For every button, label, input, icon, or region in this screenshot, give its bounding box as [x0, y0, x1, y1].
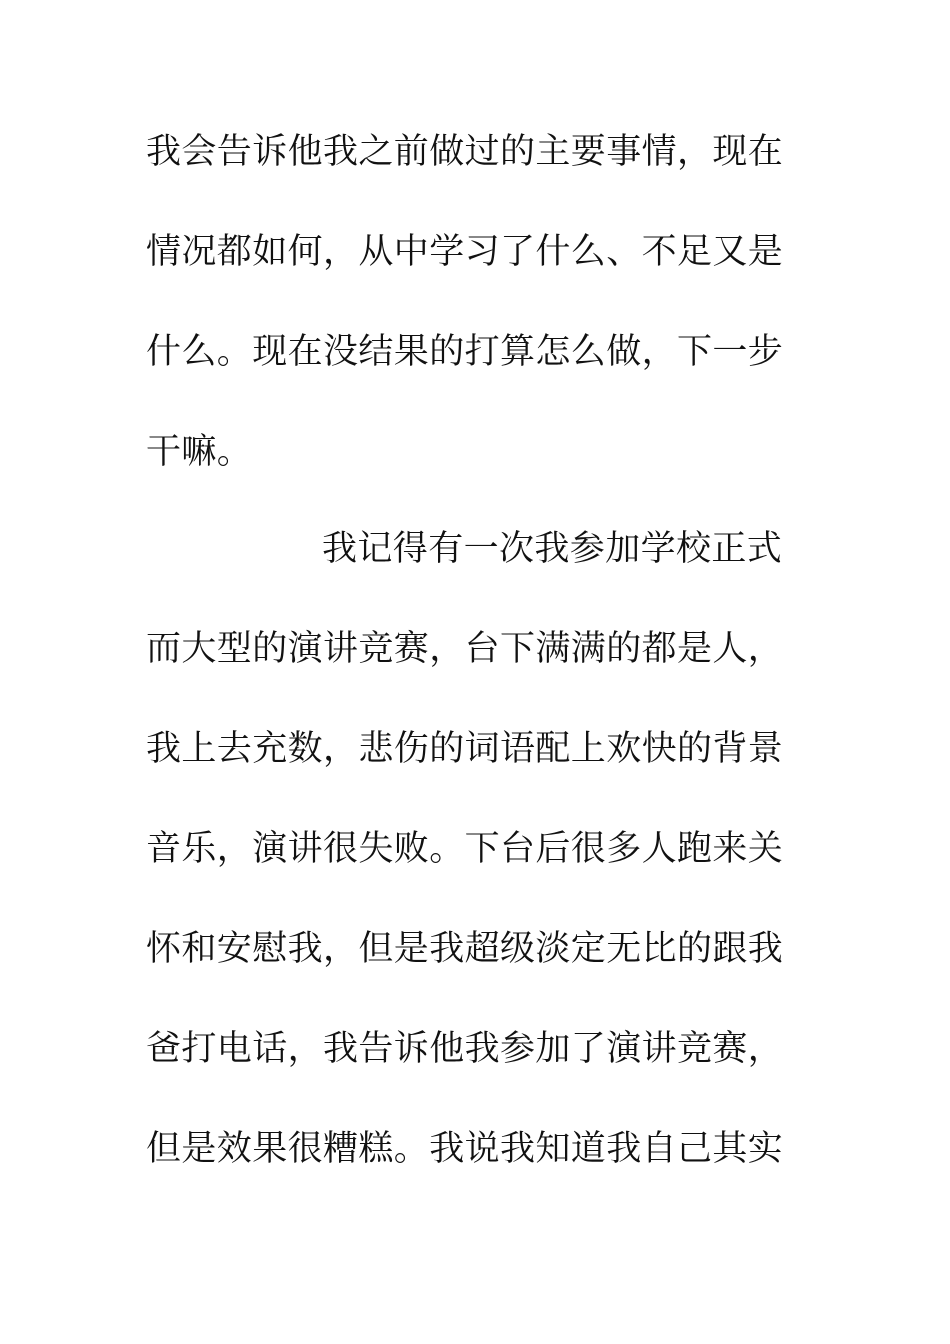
text-line: 但是效果很糟糕。我说我知道我自己其实: [146, 1129, 784, 1169]
text-line: 音乐，演讲很失败。下台后很多人跑来关: [146, 829, 784, 869]
text-line: 我会告诉他我之前做过的主要事情，现在: [146, 132, 784, 172]
paragraph-first-line: 我记得有一次我参加学校正式: [322, 529, 783, 569]
text-line: 怀和安慰我，但是我超级淡定无比的跟我: [146, 929, 784, 969]
text-line: 干嘛。: [146, 432, 253, 472]
text-line: 爸打电话，我告诉他我参加了演讲竞赛，: [146, 1029, 784, 1069]
text-line: 什么。现在没结果的打算怎么做，下一步: [146, 332, 784, 372]
text-line: 我上去充数，悲伤的词语配上欢快的背景: [146, 729, 784, 769]
text-line: 而大型的演讲竞赛，台下满满的都是人，: [146, 629, 784, 669]
text-line: 情况都如何，从中学习了什么、不足又是: [146, 232, 784, 272]
